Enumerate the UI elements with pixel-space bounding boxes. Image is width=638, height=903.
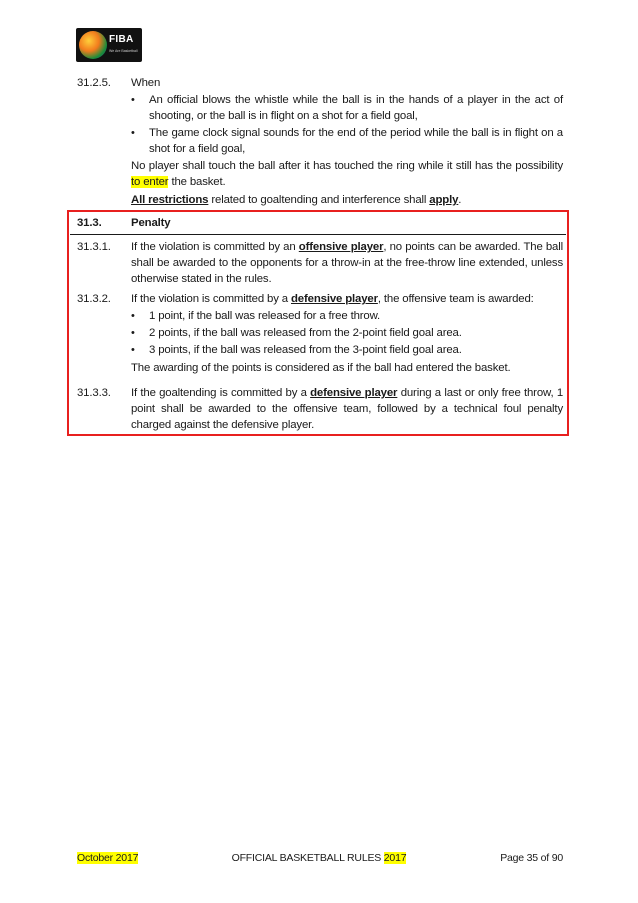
highlighted-text: to enter xyxy=(131,176,169,188)
section-number-31-3: 31.3. xyxy=(77,217,102,229)
article-number-31-3-2: 31.3.2. xyxy=(77,293,111,305)
paragraph-text: the basket. xyxy=(168,176,226,188)
article-lead-when: When xyxy=(131,77,161,89)
paragraph-text: , the offensive team is awarded: xyxy=(377,293,534,305)
paragraph-text: , no points can be awarded. The ball shall be awarded to the opponents for a throw-in at the free-throw line extended, unless otherwise stated in the rules. xyxy=(131,241,564,285)
list-item: The game clock signal sounds for the end of the period while the ball is in flight on a shot for a field goal, xyxy=(149,127,563,155)
list-item: An official blows the whistle while the ball is in the hands of a player in the act of shooting, or the ball is in flight on a shot for a field goal, xyxy=(149,94,563,122)
article-number-31-3-1: 31.3.1. xyxy=(77,241,111,253)
footer-title-text: OFFICIAL BASKETBALL RULES xyxy=(231,852,384,864)
paragraph-text: related to goaltending and interference shall xyxy=(208,194,430,206)
defensive-violation-paragraph xyxy=(131,291,563,307)
emphasis-text: defensive player xyxy=(291,293,378,305)
paragraph-text: No player shall touch the ball after it has touched the ring while it still has the possibility xyxy=(131,160,563,172)
paragraph-text: . xyxy=(458,194,462,206)
bullet-icon: • xyxy=(131,94,135,106)
section-divider xyxy=(70,234,566,235)
fiba-logo xyxy=(76,28,142,62)
offensive-violation-paragraph xyxy=(131,239,563,287)
goaltending-free-throw-paragraph xyxy=(131,385,563,433)
emphasis-text: defensive player xyxy=(310,387,398,399)
section-title-penalty: Penalty xyxy=(131,217,171,229)
list-item: 2 points, if the ball was released from the 2-point field goal area. xyxy=(149,327,462,339)
logo-tagline: We Are Basketball xyxy=(109,49,138,53)
paragraph-text: If the goaltending is committed by a xyxy=(131,387,311,399)
ring-touch-paragraph xyxy=(131,158,563,190)
bullet-icon: • xyxy=(131,127,135,139)
paragraph-text: If the violation is committed by an xyxy=(131,241,299,253)
emphasis-text: All restrictions xyxy=(131,194,209,206)
awarding-paragraph: The awarding of the points is considered as if the ball had entered the basket. xyxy=(131,362,511,374)
restrictions-paragraph xyxy=(131,192,563,208)
bullet-icon: • xyxy=(131,327,135,339)
paragraph-text: If the violation is committed by a xyxy=(131,293,291,305)
bullet-icon: • xyxy=(131,310,135,322)
article-number-31-3-3: 31.3.3. xyxy=(77,387,111,399)
emphasis-text: apply xyxy=(429,194,459,206)
article-number-31-2-5: 31.2.5. xyxy=(77,77,111,89)
paragraph-text: during a last or only free throw, 1 point shall be awarded to the offensive team, followed by a technical foul penalty charged against the defensive player. xyxy=(131,387,564,431)
footer-date-text: October 2017 xyxy=(77,852,139,864)
page-number: Page 35 of 90 xyxy=(500,852,563,864)
list-item: 3 points, if the ball was released from the 3-point field goal area. xyxy=(149,344,462,356)
bullet-icon: • xyxy=(131,344,135,356)
emphasis-text: offensive player xyxy=(298,241,384,253)
logo-wordmark: FIBA xyxy=(109,34,134,45)
footer-year-text: 2017 xyxy=(383,852,407,864)
list-item: 1 point, if the ball was released for a free throw. xyxy=(149,310,381,322)
basketball-globe-icon xyxy=(79,31,107,59)
